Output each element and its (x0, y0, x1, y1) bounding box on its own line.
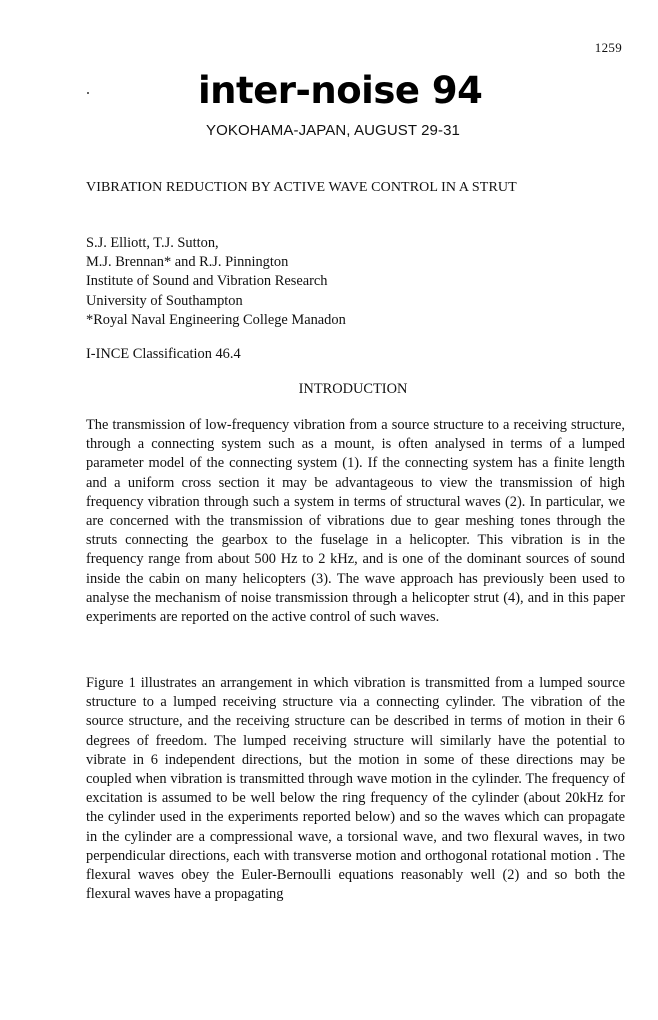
scan-speck (87, 92, 89, 94)
page-number: 1259 (594, 40, 622, 55)
author-line: S.J. Elliott, T.J. Sutton, (86, 235, 219, 251)
body-paragraph: Figure 1 illustrates an arrangement in which vibration is transmitted from a lumped source structure to a lumped receiving structure via a connecting cylinder. The vibration of the source structure, and the receiving structure can be described in terms of motion in their 6 degrees of freedom. The lumped receiving structure will similarly have the potential to vibrate in 6 independent directions, but the motion in some of these directions may be coupled when vibration is transmitted through wave motion in the cylinder. The frequency of excitation is assumed to be well below the ring frequency of the cylinder (about 20kHz for the cylinder used in the experiments reported below) and so the waves which can propagate in the cylinder are a compressional wave, a torsional wave, and two flexural waves, in two perpendicular directions, each with transverse motion and orthogonal rotational motion . The flexural waves obey the Euler-Bernoulli equations reasonably well (2) and so both the flexural waves have a propagating (86, 675, 625, 903)
conference-location-date: YOKOHAMA-JAPAN, AUGUST 29-31 (206, 122, 460, 139)
affiliation-line: *Royal Naval Engineering College Manadon (86, 311, 346, 328)
section-heading: INTRODUCTION (298, 381, 408, 397)
author-line: M.J. Brennan* and R.J. Pinnington (86, 254, 289, 271)
body-paragraph: The transmission of low-frequency vibration from a source structure to a receiving structure, through a connecting system such as a mount, is often analysed in terms of a lumped parameter model of the connecting system (1). If the connecting system has a finite length and a uniform cross section it may be advantageous to view the transmission of high frequency vibration through such a system in terms of structural waves (2). In particular, we are concerned with the transmission of vibrations due to gear meshing tones through the struts connecting the gearbox to the fuselage in a helicopter. This vibration is in the frequency range from about 500 Hz to 2 kHz, and is one of the dominant sources of sound inside the cabin on many helicopters (3). The wave approach has previously been used to analyse the mechanism of noise transmission through a helicopter strut (4), and in this paper experiments are reported on the active control of such waves. (86, 417, 625, 626)
paper-title: VIBRATION REDUCTION BY ACTIVE WAVE CONTROL IN A STRUT (86, 180, 517, 195)
classification: I-INCE Classification 46.4 (86, 346, 241, 362)
author-block (86, 234, 625, 330)
affiliation-line: University of Southampton (86, 292, 243, 309)
affiliation-line: Institute of Sound and Vibration Research (86, 273, 328, 290)
conference-logo: inter-noise 94 (198, 69, 483, 112)
